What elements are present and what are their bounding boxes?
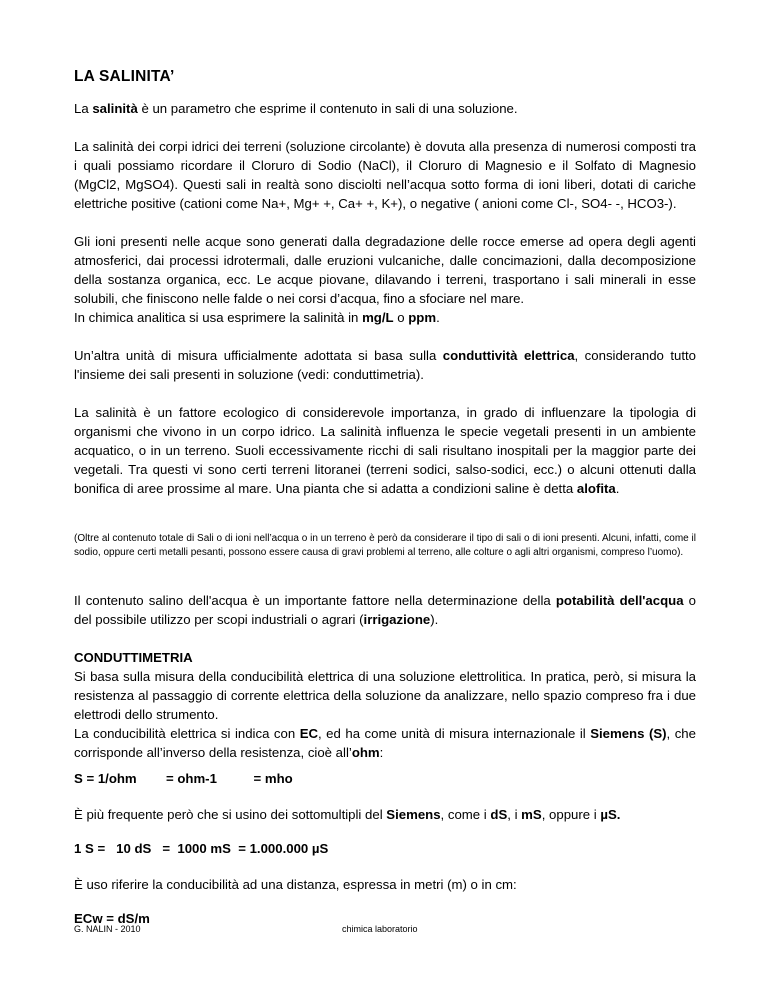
paragraph-submultiples: È più frequente però che si usino dei sottomultipli del Siemens, come i dS, i mS, oppure i µS.: [74, 807, 621, 822]
paragraph-ec-units: La conducibilità elettrica si indica con EC, ed ha come unità di misura internazionale il Siemens (S), che corrisponde all’inverso della resistenza, cioè all’ohm:: [74, 726, 696, 760]
paragraph-composition: La salinità dei corpi idrici dei terreni (soluzione circolante) è dovuta alla presenza di numerosi composti tra i quali possiamo ricordare il Cloruro di Sodio (NaCl), il Cloruro di Magnesio e il Solfato di Magnesio (MgCl2, MgSO4). Questi sali in realtà sono disciolti nell’acqua sotto forma di ioni liberi, dotati di cariche elettriche positive (cationi come Na+, Mg+ +, Ca+ +, K+), o negative ( anioni come Cl-, SO4- -, HCO3-).: [74, 139, 696, 211]
paragraph-ecology: La salinità è un fattore ecologico di considerevole importanza, in grado di influenzare la tipologia di organismi che vivono in un corpo idrico. La salinità influenza le specie vegetali presenti in un ambiente acquatico, o in un terreno. Suoli eccessivamente ricchi di sali risultano inospitali per la maggior parte dei vegetali. Tra questi vi sono certi terreni litoranei (terreni sodici, salso-sodici, ecc.) o alcuni ottenuti dalla bonifica di aree prossime al mare. Una pianta che si adatta a condizioni saline è detta alofita.: [74, 405, 696, 496]
paragraph-measurement: Si basa sulla misura della conducibilità elettrica di una soluzione elettrolitica. In pratica, però, si misura la resistenza al passaggio di corrente elettrica della soluzione da analizzare, nello spazio compreso fra i due elettrodi dello strumento.: [74, 669, 696, 722]
footer-author: G. NALIN - 2010: [74, 924, 141, 934]
paragraph-definition: La salinità è un parametro che esprime il contenuto in sali di una soluzione.: [74, 101, 518, 116]
page-title: LA SALINITA’: [74, 68, 175, 85]
paragraph-potability: Il contenuto salino dell'acqua è un importante fattore nella determinazione della potabilità dell'acqua o del possibile utilizzo per scopi industriali o agrari (irrigazione).: [74, 593, 696, 627]
paragraph-units: In chimica analitica si usa esprimere la salinità in mg/L o ppm.: [74, 310, 440, 325]
section-heading: CONDUTTIMETRIA: [74, 650, 193, 665]
formula-ecw: ECw = dS/m: [74, 911, 150, 926]
paragraph-distance: È uso riferire la conducibilità ad una distanza, espressa in metri (m) o in cm:: [74, 877, 517, 892]
note-paragraph: (Oltre al contenuto totale di Sali o di ioni nell’acqua o in un terreno è però da considerare il tipo di sali o di ioni presenti. Alcuni, infatti, come il sodio, oppure certi metalli pesanti, possono essere causa di gravi problemi al terreno, alle colture o agli altri organismi, compreso l’uomo).: [74, 533, 696, 558]
paragraph-conductivity: Un’altra unità di misura ufficialmente adottata si basa sulla conduttività elettrica, considerando tutto l'insieme dei sali presenti in soluzione (vedi: conduttimetria).: [74, 348, 696, 382]
footer-subject: chimica laboratorio: [342, 924, 418, 934]
formula-siemens: S = 1/ohm = ohm-1 = mho: [74, 771, 293, 786]
paragraph-origin: Gli ioni presenti nelle acque sono generati dalla degradazione delle rocce emerse ad opera degli agenti atmosferici, dai processi idrotermali, dalle eruzioni vulcaniche, dalle concimazioni, dalla decomposizione della sostanza organica, ecc. Le acque piovane, dilavando i terreni, trasportano i sali minerali in esse solubili, che finiscono nelle falde o nei corsi d’acqua, fino a sfociare nel mare.: [74, 234, 696, 306]
formula-conversion: 1 S = 10 dS = 1000 mS = 1.000.000 µS: [74, 841, 329, 856]
